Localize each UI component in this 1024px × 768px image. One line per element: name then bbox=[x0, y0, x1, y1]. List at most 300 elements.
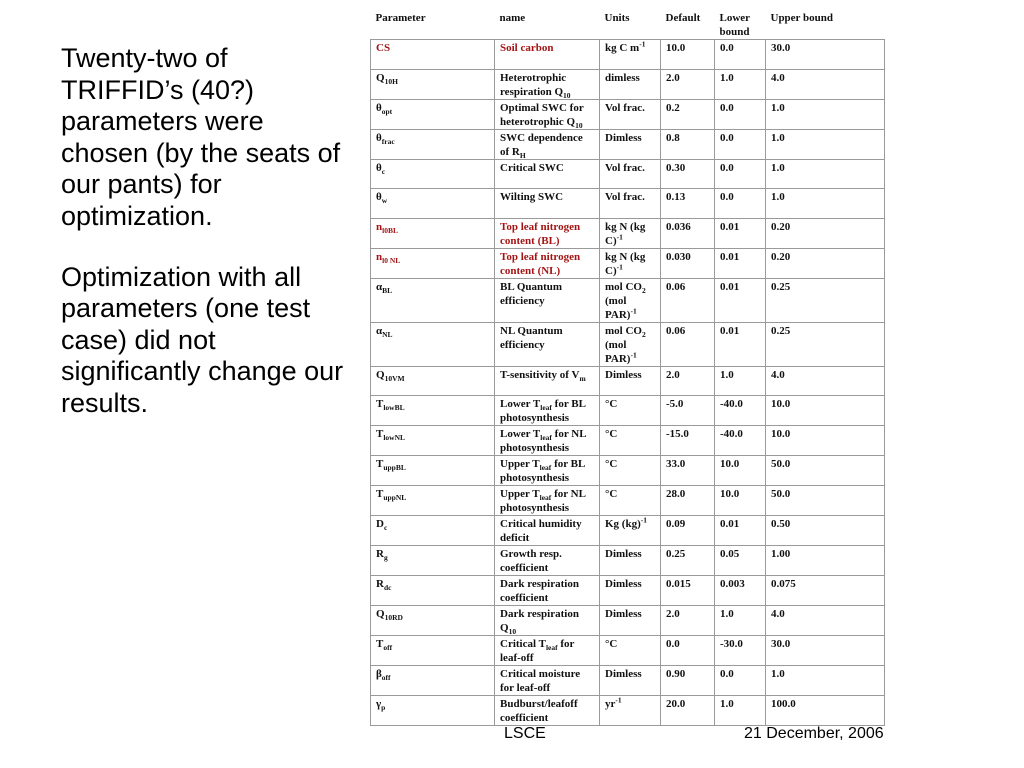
cell-upper-bound bbox=[766, 159, 885, 189]
cell-text: θ bbox=[376, 131, 382, 144]
cell-lower-bound bbox=[715, 248, 766, 278]
cell-text: 1.0 bbox=[771, 131, 785, 144]
cell-name bbox=[495, 40, 600, 70]
subscript-text: c bbox=[381, 166, 386, 176]
table-row bbox=[371, 576, 885, 606]
cell-default bbox=[661, 546, 715, 576]
cell-lower-bound bbox=[715, 218, 766, 248]
cell-upper-bound bbox=[766, 366, 885, 396]
parameter-table bbox=[370, 8, 885, 726]
slide-body-text bbox=[61, 43, 351, 449]
cell-text: -40.0 bbox=[720, 398, 743, 410]
cell-text: 0.015 bbox=[666, 578, 691, 590]
cell-text: Q bbox=[376, 368, 385, 381]
cell-text: α bbox=[376, 324, 383, 337]
cell-text: Optimal SWC for heterotrophic Q bbox=[500, 101, 584, 128]
cell-text: -30.0 bbox=[720, 638, 743, 650]
cell-text: 0.0 bbox=[720, 101, 734, 114]
cell-text: T bbox=[376, 458, 384, 470]
cell-text: 30.0 bbox=[771, 638, 791, 650]
cell-lower-bound bbox=[715, 516, 766, 546]
subscript-text: lowNL bbox=[383, 433, 406, 443]
cell-text: for NL photosynthesis bbox=[500, 488, 586, 514]
cell-text: 0.01 bbox=[720, 220, 740, 233]
cell-upper-bound bbox=[766, 278, 885, 322]
subscript-text: leaf bbox=[539, 463, 552, 473]
cell-text: 0.90 bbox=[666, 668, 686, 680]
subscript-text: l0BL bbox=[382, 225, 398, 235]
table-row bbox=[371, 159, 885, 189]
cell-units bbox=[600, 396, 661, 426]
cell-parameter bbox=[371, 278, 495, 322]
cell-text: 50.0 bbox=[771, 458, 791, 470]
cell-text: 0.0 bbox=[720, 42, 734, 54]
cell-text: 1.0 bbox=[720, 608, 734, 620]
table-row bbox=[371, 396, 885, 426]
cell-text: kg C m bbox=[605, 42, 640, 54]
table-row bbox=[371, 606, 885, 636]
subscript-text: l0 NL bbox=[382, 255, 401, 265]
cell-text: °C bbox=[605, 488, 618, 500]
cell-text: Soil carbon bbox=[500, 42, 554, 54]
cell-parameter bbox=[371, 396, 495, 426]
cell-parameter bbox=[371, 248, 495, 278]
cell-text: 0.06 bbox=[666, 324, 686, 337]
header-name: name bbox=[499, 12, 526, 24]
cell-default bbox=[661, 636, 715, 666]
cell-units bbox=[600, 189, 661, 219]
cell-text: 4.0 bbox=[771, 368, 785, 381]
superscript-text: -1 bbox=[616, 231, 623, 241]
table-header-row bbox=[371, 8, 885, 40]
cell-text: Dimless bbox=[605, 131, 642, 144]
cell-text: n bbox=[376, 220, 383, 233]
cell-name bbox=[495, 278, 600, 322]
table-row bbox=[371, 40, 885, 70]
cell-units bbox=[600, 516, 661, 546]
table-row bbox=[371, 248, 885, 278]
subscript-text: uppNL bbox=[383, 493, 407, 503]
cell-lower-bound bbox=[715, 69, 766, 99]
table-body bbox=[371, 40, 885, 726]
cell-text: 2.0 bbox=[666, 71, 680, 84]
cell-upper-bound bbox=[766, 516, 885, 546]
cell-text: T bbox=[376, 638, 384, 650]
cell-upper-bound bbox=[766, 248, 885, 278]
table-row bbox=[371, 426, 885, 456]
table-row bbox=[371, 129, 885, 159]
cell-text: 0.0 bbox=[720, 668, 734, 680]
superscript-text: -1 bbox=[630, 305, 637, 315]
cell-upper-bound bbox=[766, 322, 885, 366]
cell-units bbox=[600, 159, 661, 189]
cell-text: n bbox=[376, 250, 383, 263]
cell-text: Wilting SWC bbox=[500, 191, 564, 203]
table-row bbox=[371, 666, 885, 696]
cell-lower-bound bbox=[715, 456, 766, 486]
cell-units bbox=[600, 248, 661, 278]
cell-text: Q bbox=[376, 71, 385, 84]
cell-text: 0.20 bbox=[771, 220, 791, 233]
table-row bbox=[371, 516, 885, 546]
cell-text: 1.0 bbox=[771, 668, 785, 680]
cell-name bbox=[495, 486, 600, 516]
cell-upper-bound bbox=[766, 396, 885, 426]
cell-text: β bbox=[376, 668, 382, 680]
cell-upper-bound bbox=[766, 486, 885, 516]
cell-text: Dark respiration coefficient bbox=[500, 578, 579, 604]
header-lower-bound: Lower bound bbox=[719, 12, 750, 38]
cell-lower-bound bbox=[715, 486, 766, 516]
cell-text: (mol PAR) bbox=[605, 294, 631, 321]
cell-name bbox=[495, 396, 600, 426]
cell-default bbox=[661, 129, 715, 159]
table-row bbox=[371, 456, 885, 486]
cell-text: yr bbox=[605, 698, 616, 710]
cell-text: Critical humidity deficit bbox=[500, 518, 582, 544]
cell-units bbox=[600, 636, 661, 666]
subscript-text: opt bbox=[381, 106, 393, 116]
cell-default bbox=[661, 99, 715, 129]
cell-text: Critical SWC bbox=[500, 161, 564, 174]
cell-lower-bound bbox=[715, 129, 766, 159]
paragraph-optimization-result: Optimization with all parameters (one test case) did not significantly change our results. bbox=[61, 261, 344, 418]
cell-text: Lower T bbox=[500, 398, 541, 410]
cell-text: °C bbox=[605, 428, 618, 440]
superscript-text: -1 bbox=[615, 695, 622, 705]
cell-text: 0.25 bbox=[771, 324, 791, 337]
cell-default bbox=[661, 218, 715, 248]
table-row bbox=[371, 218, 885, 248]
cell-text: 4.0 bbox=[771, 71, 785, 84]
cell-name bbox=[495, 606, 600, 636]
table-row bbox=[371, 486, 885, 516]
cell-units bbox=[600, 366, 661, 396]
cell-text: for BL photosynthesis bbox=[500, 398, 586, 424]
cell-text: 10.0 bbox=[720, 488, 740, 500]
table-row bbox=[371, 366, 885, 396]
cell-text: Heterotrophic respiration Q bbox=[500, 71, 567, 98]
cell-name bbox=[495, 456, 600, 486]
cell-text: 0.0 bbox=[720, 161, 734, 174]
cell-text: 0.50 bbox=[771, 518, 791, 530]
cell-upper-bound bbox=[766, 456, 885, 486]
cell-text: 0.13 bbox=[666, 191, 686, 203]
cell-text: kg N (kg C) bbox=[605, 250, 646, 277]
cell-text: 0.030 bbox=[666, 250, 691, 263]
paragraph-parameter-choice: Twenty-two of TRIFFID’s (40?) parameters were chosen (by the seats of our pants) for optimization. bbox=[61, 43, 341, 231]
cell-text: Dimless bbox=[605, 578, 642, 590]
cell-text: T bbox=[376, 398, 384, 410]
cell-upper-bound bbox=[766, 546, 885, 576]
cell-name bbox=[495, 129, 600, 159]
cell-text: °C bbox=[605, 458, 618, 470]
cell-lower-bound bbox=[715, 40, 766, 70]
subscript-text: H bbox=[519, 150, 526, 159]
cell-units bbox=[600, 218, 661, 248]
cell-text: for leaf-off bbox=[500, 638, 575, 664]
cell-name bbox=[495, 189, 600, 219]
cell-parameter bbox=[371, 516, 495, 546]
cell-text: 0.01 bbox=[720, 250, 740, 263]
cell-text: Dimless bbox=[605, 548, 642, 560]
cell-text: -5.0 bbox=[666, 398, 684, 410]
cell-text: θ bbox=[376, 161, 382, 174]
cell-units bbox=[600, 426, 661, 456]
table-row bbox=[371, 189, 885, 219]
cell-default bbox=[661, 40, 715, 70]
cell-parameter bbox=[371, 218, 495, 248]
cell-text: 10.0 bbox=[771, 398, 791, 410]
cell-text: mol CO bbox=[605, 324, 642, 337]
cell-text: 0.09 bbox=[666, 518, 686, 530]
table-row bbox=[371, 99, 885, 129]
cell-lower-bound bbox=[715, 159, 766, 189]
subscript-text: 10 bbox=[508, 627, 517, 636]
subscript-text: frac bbox=[381, 136, 395, 146]
cell-default bbox=[661, 666, 715, 696]
cell-text: SWC dependence of R bbox=[500, 131, 583, 158]
cell-upper-bound bbox=[766, 99, 885, 129]
cell-units bbox=[600, 696, 661, 726]
cell-text: R bbox=[376, 548, 384, 560]
cell-text: 0.0 bbox=[720, 131, 734, 144]
cell-text: 0.075 bbox=[771, 578, 796, 590]
cell-default bbox=[661, 486, 715, 516]
cell-text: 0.05 bbox=[720, 548, 740, 560]
cell-text: BL Quantum efficiency bbox=[500, 280, 563, 307]
cell-text: 1.0 bbox=[720, 698, 734, 710]
cell-text: 1.0 bbox=[771, 101, 785, 114]
cell-parameter bbox=[371, 486, 495, 516]
cell-parameter bbox=[371, 40, 495, 70]
cell-name bbox=[495, 666, 600, 696]
cell-text: 0.036 bbox=[666, 220, 691, 233]
cell-text: 1.00 bbox=[771, 548, 791, 560]
cell-name bbox=[495, 159, 600, 189]
cell-lower-bound bbox=[715, 322, 766, 366]
cell-units bbox=[600, 666, 661, 696]
cell-text: 0.2 bbox=[666, 101, 680, 114]
cell-parameter bbox=[371, 606, 495, 636]
cell-text: T bbox=[376, 488, 384, 500]
cell-parameter bbox=[371, 129, 495, 159]
cell-text: Vol frac. bbox=[605, 191, 645, 203]
cell-upper-bound bbox=[766, 40, 885, 70]
cell-text: 28.0 bbox=[666, 488, 686, 500]
cell-default bbox=[661, 278, 715, 322]
table-row bbox=[371, 546, 885, 576]
subscript-text: lowBL bbox=[383, 403, 405, 413]
cell-units bbox=[600, 322, 661, 366]
cell-text: θ bbox=[376, 191, 382, 203]
cell-text: 0.0 bbox=[666, 638, 680, 650]
cell-text: Dimless bbox=[605, 368, 642, 381]
cell-default bbox=[661, 576, 715, 606]
cell-upper-bound bbox=[766, 69, 885, 99]
cell-name bbox=[495, 218, 600, 248]
cell-upper-bound bbox=[766, 696, 885, 726]
cell-parameter bbox=[371, 696, 495, 726]
subscript-text: leaf bbox=[540, 433, 552, 443]
subscript-text: 10RD bbox=[384, 613, 403, 623]
cell-text: 0.8 bbox=[666, 131, 680, 144]
cell-default bbox=[661, 322, 715, 366]
cell-text: 10.0 bbox=[720, 458, 740, 470]
cell-text: 2.0 bbox=[666, 608, 680, 620]
cell-units bbox=[600, 546, 661, 576]
cell-text: 0.003 bbox=[720, 578, 745, 590]
cell-text: mol CO bbox=[605, 280, 642, 293]
cell-text: γ bbox=[376, 698, 382, 710]
subscript-text: 2 bbox=[641, 285, 646, 295]
cell-text: kg N (kg C) bbox=[605, 220, 646, 247]
cell-name bbox=[495, 99, 600, 129]
cell-upper-bound bbox=[766, 576, 885, 606]
cell-text: Critical moisture for leaf-off bbox=[500, 668, 581, 694]
table-row bbox=[371, 322, 885, 366]
cell-text: for BL photosynthesis bbox=[500, 458, 585, 484]
cell-text: 0.25 bbox=[771, 280, 791, 293]
parameter-table-container bbox=[370, 8, 884, 726]
subscript-text: off bbox=[383, 643, 393, 653]
cell-lower-bound bbox=[715, 99, 766, 129]
cell-parameter bbox=[371, 456, 495, 486]
cell-lower-bound bbox=[715, 426, 766, 456]
cell-lower-bound bbox=[715, 576, 766, 606]
cell-parameter bbox=[371, 366, 495, 396]
cell-name bbox=[495, 576, 600, 606]
subscript-text: dc bbox=[383, 583, 392, 593]
cell-default bbox=[661, 426, 715, 456]
cell-name bbox=[495, 546, 600, 576]
cell-name bbox=[495, 426, 600, 456]
table-row bbox=[371, 69, 885, 99]
cell-lower-bound bbox=[715, 636, 766, 666]
cell-lower-bound bbox=[715, 606, 766, 636]
cell-default bbox=[661, 248, 715, 278]
cell-text: T-sensitivity of V bbox=[500, 368, 580, 381]
cell-parameter bbox=[371, 189, 495, 219]
cell-text: θ bbox=[376, 101, 382, 114]
cell-text: Growth resp. coefficient bbox=[500, 548, 562, 574]
superscript-text: -1 bbox=[616, 261, 623, 271]
cell-text: Kg (kg) bbox=[605, 518, 641, 530]
cell-text: Lower T bbox=[500, 428, 541, 440]
subscript-text: leaf bbox=[545, 643, 558, 653]
cell-upper-bound bbox=[766, 189, 885, 219]
cell-text: 1.0 bbox=[771, 161, 785, 174]
cell-name bbox=[495, 322, 600, 366]
cell-upper-bound bbox=[766, 426, 885, 456]
cell-lower-bound bbox=[715, 189, 766, 219]
subscript-text: 10H bbox=[384, 76, 398, 86]
cell-default bbox=[661, 516, 715, 546]
cell-text: 0.0 bbox=[720, 191, 734, 203]
cell-text: -40.0 bbox=[720, 428, 743, 440]
cell-parameter bbox=[371, 159, 495, 189]
cell-upper-bound bbox=[766, 218, 885, 248]
subscript-text: m bbox=[579, 373, 586, 383]
cell-text: CS bbox=[376, 42, 391, 54]
cell-lower-bound bbox=[715, 546, 766, 576]
cell-text: 0.01 bbox=[720, 518, 740, 530]
subscript-text: w bbox=[381, 196, 388, 206]
header-units: Units bbox=[604, 12, 630, 24]
cell-default bbox=[661, 696, 715, 726]
cell-default bbox=[661, 606, 715, 636]
cell-text: T bbox=[376, 428, 384, 440]
cell-units bbox=[600, 99, 661, 129]
cell-text: 20.0 bbox=[666, 698, 686, 710]
cell-upper-bound bbox=[766, 666, 885, 696]
cell-lower-bound bbox=[715, 696, 766, 726]
cell-name bbox=[495, 516, 600, 546]
subscript-text: 2 bbox=[641, 329, 646, 339]
table-row bbox=[371, 278, 885, 322]
cell-text: 1.0 bbox=[771, 191, 785, 203]
header-upper-bound: Upper bound bbox=[770, 12, 833, 24]
cell-text: 2.0 bbox=[666, 368, 680, 381]
cell-text: 50.0 bbox=[771, 488, 791, 500]
cell-text: 0.30 bbox=[666, 161, 686, 174]
subscript-text: 10 bbox=[563, 90, 571, 99]
cell-text: R bbox=[376, 578, 384, 590]
subscript-text: c bbox=[383, 523, 388, 533]
superscript-text: -1 bbox=[630, 349, 637, 359]
cell-text: -15.0 bbox=[666, 428, 689, 440]
cell-units bbox=[600, 456, 661, 486]
cell-text: 0.25 bbox=[666, 548, 686, 560]
header-default: Default bbox=[665, 12, 701, 24]
cell-default bbox=[661, 396, 715, 426]
cell-default bbox=[661, 69, 715, 99]
cell-units bbox=[600, 129, 661, 159]
cell-upper-bound bbox=[766, 636, 885, 666]
cell-parameter bbox=[371, 546, 495, 576]
cell-text: D bbox=[376, 518, 384, 530]
cell-text: Upper T bbox=[500, 488, 540, 500]
cell-text: 30.0 bbox=[771, 42, 791, 54]
cell-name bbox=[495, 69, 600, 99]
cell-parameter bbox=[371, 99, 495, 129]
cell-text: 0.06 bbox=[666, 280, 686, 293]
subscript-text: g bbox=[383, 553, 388, 563]
cell-text: Vol frac. bbox=[605, 101, 645, 114]
superscript-text: -1 bbox=[639, 39, 646, 49]
cell-text: dimless bbox=[605, 71, 640, 84]
cell-text: for NL photosynthesis bbox=[500, 428, 586, 454]
superscript-text: -1 bbox=[640, 515, 647, 525]
cell-text: °C bbox=[605, 398, 618, 410]
cell-parameter bbox=[371, 426, 495, 456]
cell-text: 4.0 bbox=[771, 608, 785, 620]
cell-default bbox=[661, 456, 715, 486]
cell-units bbox=[600, 606, 661, 636]
cell-name bbox=[495, 248, 600, 278]
subscript-text: NL bbox=[382, 329, 393, 339]
cell-units bbox=[600, 576, 661, 606]
subscript-text: 10VM bbox=[384, 373, 405, 383]
subscript-text: leaf bbox=[540, 403, 552, 413]
cell-text: Top leaf nitrogen content (NL) bbox=[500, 250, 581, 277]
subscript-text: uppBL bbox=[383, 463, 406, 473]
cell-name bbox=[495, 366, 600, 396]
cell-name bbox=[495, 696, 600, 726]
cell-upper-bound bbox=[766, 606, 885, 636]
table-row bbox=[371, 696, 885, 726]
cell-text: 1.0 bbox=[720, 368, 734, 381]
